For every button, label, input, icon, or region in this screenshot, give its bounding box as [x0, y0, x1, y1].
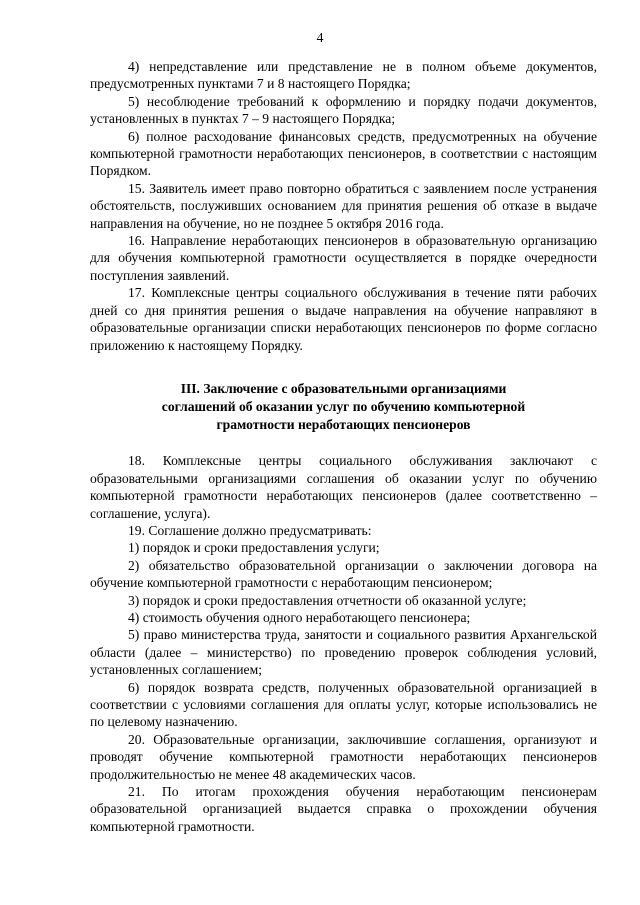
paragraph-19-item-4: 4) стоимость обучения одного неработающего пенсионера;: [128, 609, 471, 625]
paragraph-item-4: 4) непредставление или представление не в полном объеме документов, предусмотренных пунктами 7 и 8 настоящего Порядка;: [90, 59, 597, 92]
paragraph-16: 16. Направление неработающих пенсионеров в образовательную организацию для обучения компьютерной грамотности осуществляется в порядке очередности поступления заявлений.: [90, 233, 597, 283]
document-body: [90, 58, 597, 835]
paragraph-item-6: 6) полное расходование финансовых средств, предусмотренных на обучение компьютерной грамотности неработающих пенсионеров, в соответствии с настоящим Порядком.: [90, 128, 597, 179]
paragraph-item-5: 5) несоблюдение требований к оформлению и порядку подачи документов, установленных в пунктах 7 – 9 настоящего Порядка;: [90, 93, 597, 127]
paragraph-21: 21. По итогам прохождения обучения неработающим пенсионерам образовательной организацией выдается справка о прохождении обучения компьютерной грамотности.: [90, 784, 597, 834]
section-heading-line: грамотности неработающих пенсионеров: [216, 416, 471, 432]
page-number: 4: [316, 30, 324, 45]
paragraph-20: 20. Образовательные организации, заключившие соглашения, организуют и проводят обучение компьютерной грамотности неработающих пенсионеров продолжительностью не менее 48 академических часов.: [90, 731, 597, 782]
paragraph-19: 19. Соглашение должно предусматривать:: [128, 522, 372, 538]
paragraph-19-item-2: 2) обязательство образовательной организации о заключении договора на обучение компьютерной грамотности с неработающим пенсионером;: [90, 557, 597, 591]
paragraph-19-item-6: 6) порядок возврата средств, полученных образовательной организацией в соответствии с условиями соглашения для оплаты услуг, которые использовались не по целевому назначению.: [90, 679, 597, 730]
section-heading: [90, 380, 597, 433]
paragraph-19-item-1: 1) порядок и сроки предоставления услуги;: [128, 540, 380, 556]
paragraph-18: 18. Комплексные центры социального обслуживания заключают с образовательными организациями соглашения об оказании услуг по обучению компьютерной грамотности неработающих пенсионеров (далее соответственно – соглашение, услуга).: [90, 453, 597, 521]
paragraph-17: 17. Комплексные центры социального обслуживания в течение пяти рабочих дней со дня принятия решения о выдаче направления на обучение направляют в образовательные организации списки неработающих пенсионеров по форме согласно приложению к настоящему Порядку.: [90, 285, 597, 353]
paragraph-15: 15. Заявитель имеет право повторно обратиться с заявлением после устранения обстоятельств, послуживших основанием для принятия решения об отказе в выдаче направления на обучение, но не позднее 5 октября 2016 года.: [90, 180, 597, 231]
section-heading-line: III. Заключение с образовательными организациями: [180, 380, 507, 396]
paragraph-19-item-5: 5) право министерства труда, занятости и социального развития Архангельской области (далее – министерство) по проведению проверок соблюдения условий, установленных соглашением;: [90, 627, 597, 678]
paragraph-19-item-3: 3) порядок и сроки предоставления отчетности об оказанной услуге;: [128, 592, 527, 608]
section-heading-line: соглашений об оказании услуг по обучению компьютерной: [161, 398, 526, 414]
